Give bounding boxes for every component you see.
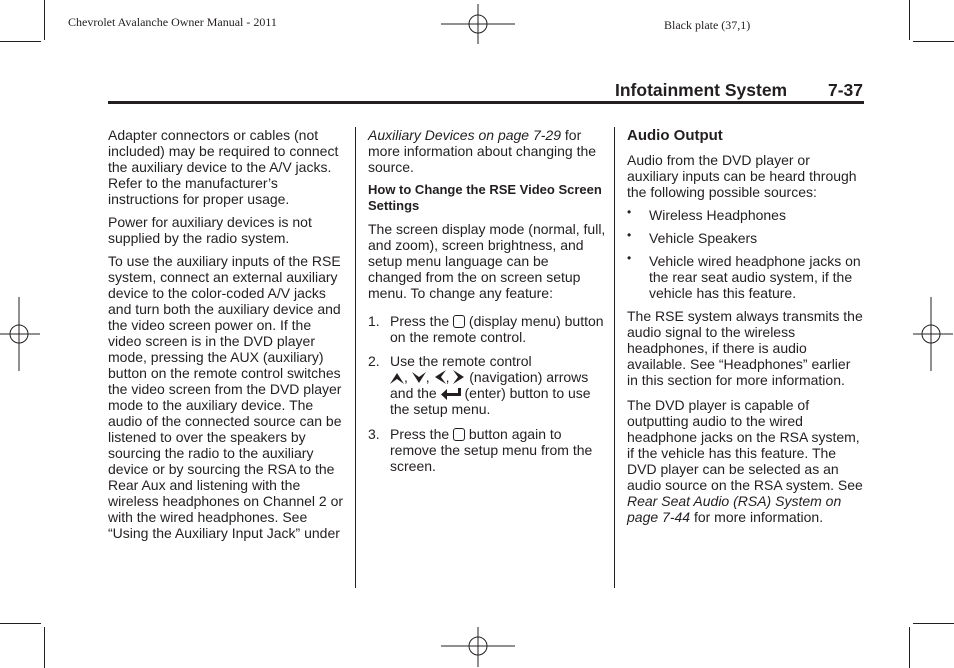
cross-reference: Auxiliary Devices on page 7-29: [368, 127, 561, 143]
text: Use the remote control: [390, 353, 532, 369]
bullet-icon: •: [627, 228, 632, 242]
text: button again to remove the setup menu from the screen.: [390, 426, 593, 474]
step-number: 2.: [368, 353, 380, 369]
step-item: [368, 313, 606, 345]
column-2: [368, 127, 606, 481]
paragraph: The screen display mode (normal, full, and zoom), screen brightness, and setup menu language can be changed from the on screen setup menu. To change any feature:: [368, 221, 606, 301]
text: Vehicle wired headphone jacks on the rear seat audio system, if the vehicle has this feature.: [649, 253, 861, 301]
arrow-right-icon: [453, 369, 465, 385]
paragraph: Audio from the DVD player or auxiliary inputs can be heard through the following possible sources:: [627, 152, 857, 200]
crop-mark-bl-h: [0, 623, 41, 624]
registration-mark-top: [441, 4, 515, 44]
text: (display menu) button on the remote control.: [390, 313, 604, 345]
text: Press the: [390, 426, 454, 442]
column-divider-1: [355, 127, 356, 588]
crop-mark-tr-v: [909, 0, 910, 40]
cross-reference: Rear Seat Audio (RSA) System on page 7-44: [627, 493, 842, 525]
crop-mark-tl-v: [44, 0, 45, 40]
step-item: [368, 426, 606, 474]
text: for more information.: [690, 509, 824, 525]
section-header: [615, 80, 863, 101]
step-item: 2. Use the remote control , , , (navigation) arrows and the (enter) button to use the setup menu.: [368, 353, 591, 417]
step-number: 1.: [368, 313, 380, 329]
bullet-item: [627, 207, 864, 223]
column-3: [627, 127, 864, 532]
paragraph: Adapter connectors or cables (not included) may be required to connect the auxiliary device to the A/V jacks. Refer to the manufacturer’s instructions for proper usage.: [108, 127, 339, 207]
text: Wireless Headphones: [649, 207, 786, 223]
header-rule: [108, 101, 864, 104]
bullet-item: [627, 253, 864, 301]
column-divider-2: [614, 127, 615, 588]
text: The DVD player is capable of outputting audio to the wired headphone jacks on the RSA system, if the vehicle has this feature. The DVD player can be selected as an audio source on the RSA system. See: [627, 397, 863, 493]
crop-mark-br-v: [909, 627, 910, 668]
crop-mark-bl-v: [44, 627, 45, 668]
text: for more information about changing the source.: [368, 127, 597, 175]
crop-mark-tr-h: [913, 41, 954, 42]
square-button-icon: [453, 428, 465, 441]
registration-mark-left: [0, 297, 40, 371]
arrow-left-icon: [434, 369, 446, 385]
page-number: 7-37: [827, 80, 863, 100]
paragraph: [368, 127, 606, 175]
registration-mark-bottom: [441, 627, 515, 667]
subheading: How to Change the RSE Video Screen Settings: [368, 182, 602, 213]
text: (enter) button to use the setup menu.: [390, 385, 591, 417]
paragraph: To use the auxiliary inputs of the RSE system, connect an external auxiliary device to the color-coded A/V jacks and turn both the auxiliary device and the video screen power on. If the video screen is in the DVD player mode, pressing the AUX (auxiliary) button on the remote control switches the video screen from the DVD player mode to the auxiliary device. The audio of the connected source can be listened to over the speakers by sourcing the radio to the auxiliary device or by sourcing the RSA to the Rear Aux and listening with the wireless headphones on Channel 2 or with the wired headphones. See “Using the Auxiliary Input Jack” under: [108, 253, 344, 541]
section-heading: Audio Output: [627, 127, 723, 144]
text: (navigation) arrows and the: [390, 369, 589, 401]
arrow-down-icon: [412, 369, 426, 385]
bullet-icon: •: [627, 251, 632, 265]
enter-icon: [441, 385, 461, 401]
step-number: 3.: [368, 426, 380, 442]
paragraph: Power for auxiliary devices is not supplied by the radio system.: [108, 214, 312, 246]
crop-mark-br-h: [913, 623, 954, 624]
manual-title: Chevrolet Avalanche Owner Manual - 2011: [68, 15, 277, 29]
bullet-item: [627, 230, 864, 246]
column-1: [108, 127, 348, 548]
plate-label: Black plate (37,1): [664, 18, 751, 32]
bullet-icon: •: [627, 205, 632, 219]
square-button-icon: [453, 315, 465, 328]
paragraph: [627, 397, 864, 525]
text: Vehicle Speakers: [649, 230, 758, 246]
paragraph: The RSE system always transmits the audio signal to the wireless headphones, if there is audio available. See “Headphones” earlier in this section for more information.: [627, 308, 863, 388]
arrow-up-icon: [390, 369, 404, 385]
registration-mark-right: [913, 297, 953, 371]
section-title: Infotainment System: [615, 80, 788, 100]
crop-mark-tl-h: [0, 41, 41, 42]
text: Press the: [390, 313, 454, 329]
